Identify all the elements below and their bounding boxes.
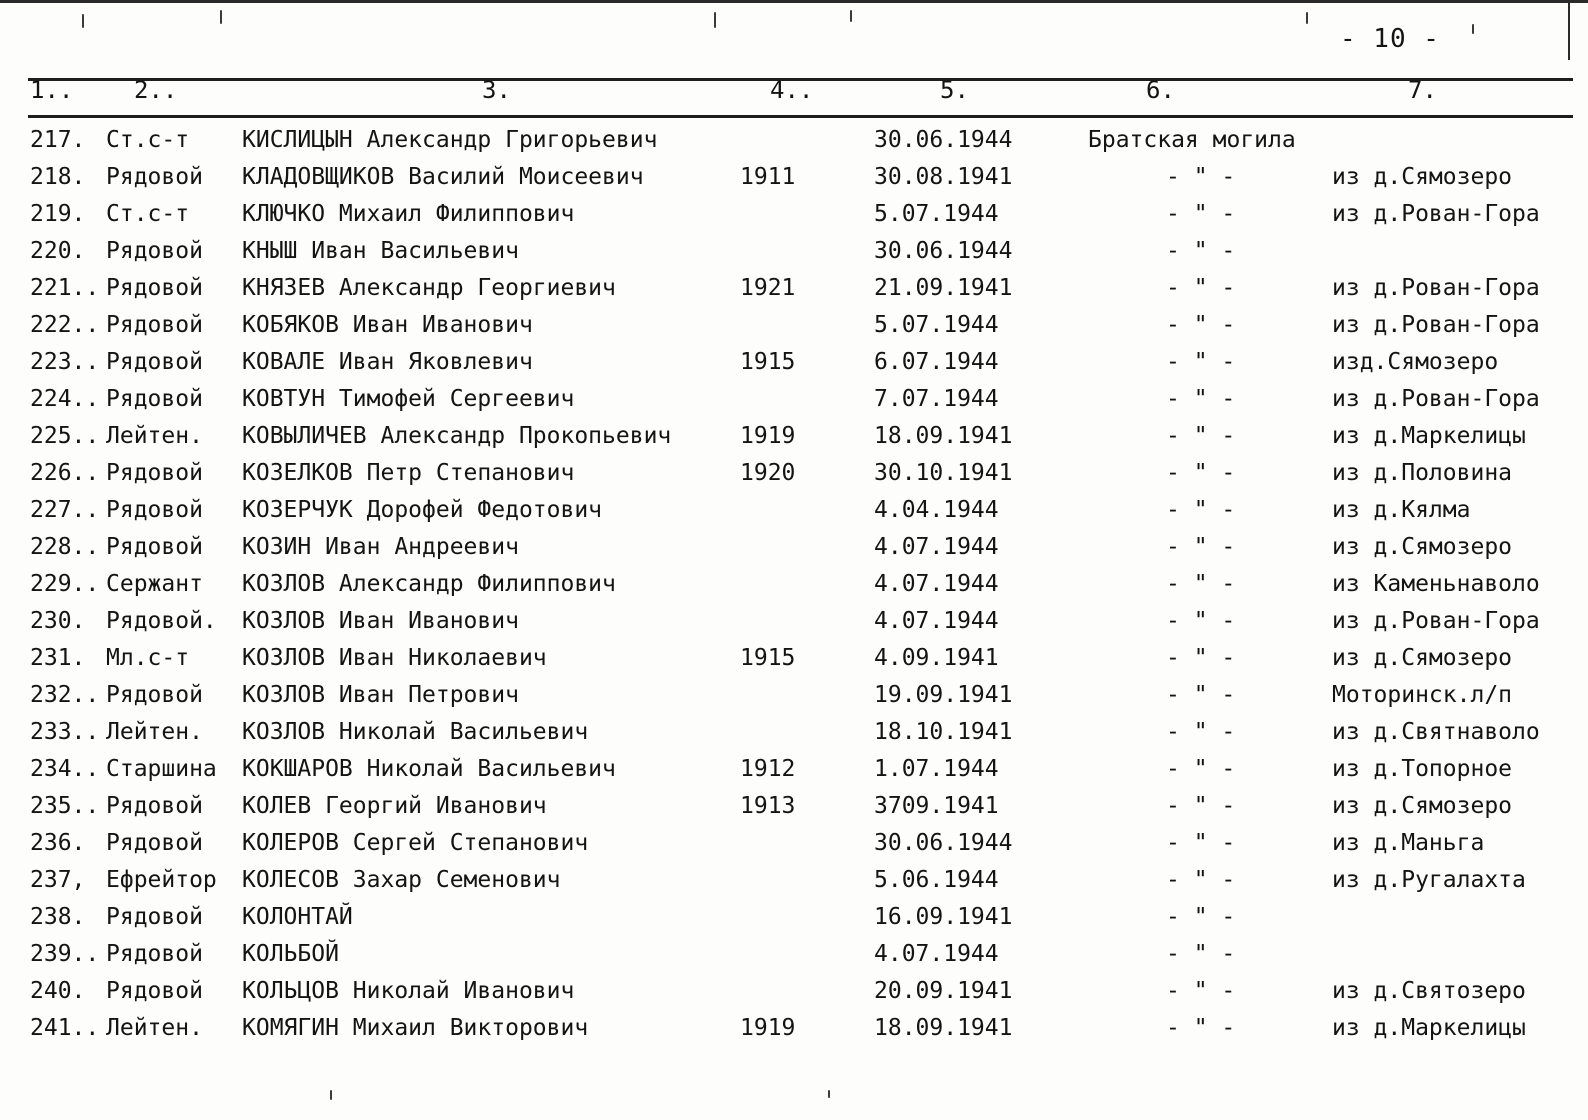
burial-place: - " - <box>1166 164 1236 190</box>
military-rank: Рядовой <box>106 534 203 560</box>
military-rank: Рядовой <box>106 238 203 264</box>
death-date: 18.09.1941 <box>874 423 1013 449</box>
death-date: 21.09.1941 <box>874 275 1013 301</box>
death-date: 5.07.1944 <box>874 312 999 338</box>
record-number: 241.. <box>30 1015 100 1041</box>
burial-place: - " - <box>1166 719 1236 745</box>
burial-place: - " - <box>1166 867 1236 893</box>
burial-place: - " - <box>1166 497 1236 523</box>
table-row <box>0 270 1588 306</box>
record-number: 230. <box>30 608 86 634</box>
birth-year: 1912 <box>740 756 796 782</box>
military-rank: Рядовой <box>106 312 203 338</box>
full-name: КОЛЬЦОВ Николай Иванович <box>242 978 575 1004</box>
birth-year: 1915 <box>740 645 796 671</box>
military-rank: Рядовой <box>106 275 203 301</box>
military-rank: Рядовой <box>106 830 203 856</box>
record-number: 240. <box>30 978 86 1004</box>
page-right-edge <box>1568 0 1570 60</box>
full-name: КНЫШ Иван Васильевич <box>242 238 519 264</box>
death-date: 6.07.1944 <box>874 349 999 375</box>
scan-speck <box>714 12 716 28</box>
death-date: 7.07.1944 <box>874 386 999 412</box>
death-date: 30.08.1941 <box>874 164 1013 190</box>
burial-place: - " - <box>1166 201 1236 227</box>
record-number: 226.. <box>30 460 100 486</box>
military-rank: Лейтен. <box>106 1015 203 1041</box>
death-date: 4.07.1944 <box>874 608 999 634</box>
record-number: 224.. <box>30 386 100 412</box>
burial-place: - " - <box>1166 423 1236 449</box>
military-rank: Рядовой <box>106 978 203 1004</box>
military-rank: Рядовой <box>106 682 203 708</box>
table-row <box>0 788 1588 824</box>
full-name: КОЛОНТАЙ <box>242 904 353 930</box>
death-date: 19.09.1941 <box>874 682 1013 708</box>
birth-year: 1919 <box>740 1015 796 1041</box>
record-number: 227.. <box>30 497 100 523</box>
scan-speck <box>330 1090 332 1100</box>
full-name: КОВЫЛИЧЕВ Александр Прокопьевич <box>242 423 672 449</box>
full-name: КОЗЛОВ Иван Петрович <box>242 682 519 708</box>
burial-place: - " - <box>1166 534 1236 560</box>
table-row <box>0 677 1588 713</box>
origin-place: из д.Половина <box>1332 460 1513 486</box>
birth-year: 1911 <box>740 164 796 190</box>
burial-place: - " - <box>1166 608 1236 634</box>
burial-place: - " - <box>1166 645 1236 671</box>
full-name: КОЛЕВ Георгий Иванович <box>242 793 547 819</box>
column-header-3: 3. <box>482 76 511 104</box>
column-header-5: 5. <box>940 76 969 104</box>
full-name: КЛАДОВЩИКОВ Василий Моисеевич <box>242 164 644 190</box>
column-header-1: 1.. <box>30 76 74 104</box>
table-row <box>0 307 1588 343</box>
full-name: КОЗЛОВ Николай Васильевич <box>242 719 589 745</box>
military-rank: Рядовой <box>106 904 203 930</box>
origin-place: из д.Маркелицы <box>1332 1015 1526 1041</box>
table-row <box>0 862 1588 898</box>
death-date: 18.09.1941 <box>874 1015 1013 1041</box>
birth-year: 1915 <box>740 349 796 375</box>
origin-place: из д.Ругалахта <box>1332 867 1526 893</box>
full-name: КОЗЕЛКОВ Петр Степанович <box>242 460 575 486</box>
table-row <box>0 381 1588 417</box>
table-row <box>0 492 1588 528</box>
table-row <box>0 566 1588 602</box>
death-date: 1.07.1944 <box>874 756 999 782</box>
table-row <box>0 751 1588 787</box>
record-number: 225.. <box>30 423 100 449</box>
origin-place: из д.Святнаволо <box>1332 719 1540 745</box>
origin-place: из д.Маркелицы <box>1332 423 1526 449</box>
birth-year: 1919 <box>740 423 796 449</box>
military-rank: Рядовой <box>106 941 203 967</box>
origin-place: Моторинск.л/п <box>1332 682 1513 708</box>
birth-year: 1913 <box>740 793 796 819</box>
column-header-row <box>0 76 1588 110</box>
record-number: 237, <box>30 867 86 893</box>
full-name: КОМЯГИН Михаил Викторович <box>242 1015 589 1041</box>
scan-speck <box>220 10 222 24</box>
burial-place: - " - <box>1166 386 1236 412</box>
full-name: КОЛЕРОВ Сергей Степанович <box>242 830 589 856</box>
column-header-2: 2.. <box>134 76 178 104</box>
origin-place: изд.Сямозеро <box>1332 349 1499 375</box>
record-number: 220. <box>30 238 86 264</box>
full-name: КОБЯКОВ Иван Иванович <box>242 312 533 338</box>
table-row <box>0 1010 1588 1046</box>
scan-speck <box>850 10 852 22</box>
burial-place: - " - <box>1166 1015 1236 1041</box>
record-number: 234.. <box>30 756 100 782</box>
death-date: 30.06.1944 <box>874 127 1013 153</box>
burial-place: - " - <box>1166 460 1236 486</box>
full-name: КОКШАРОВ Николай Васильевич <box>242 756 616 782</box>
record-number: 218. <box>30 164 86 190</box>
burial-place: Братская могила <box>1088 127 1296 153</box>
full-name: КОЛЬБОЙ <box>242 941 339 967</box>
burial-place: - " - <box>1166 682 1236 708</box>
origin-place: из д.Маньга <box>1332 830 1485 856</box>
column-header-4: 4.. <box>770 76 814 104</box>
origin-place: из д.Рован-Гора <box>1332 312 1540 338</box>
scan-speck <box>1472 24 1474 34</box>
military-rank: Рядовой <box>106 793 203 819</box>
table-row <box>0 159 1588 195</box>
record-number: 232.. <box>30 682 100 708</box>
origin-place: из д.Топорное <box>1332 756 1513 782</box>
military-rank: Сержант <box>106 571 203 597</box>
record-number: 239.. <box>30 941 100 967</box>
full-name: КОЛЕСОВ Захар Семенович <box>242 867 561 893</box>
origin-place: из д.Сямозеро <box>1332 164 1513 190</box>
birth-year: 1920 <box>740 460 796 486</box>
military-rank: Рядовой <box>106 164 203 190</box>
table-row <box>0 603 1588 639</box>
death-date: 30.06.1944 <box>874 238 1013 264</box>
death-date: 5.06.1944 <box>874 867 999 893</box>
death-date: 4.07.1944 <box>874 941 999 967</box>
record-number: 233.. <box>30 719 100 745</box>
table-row <box>0 344 1588 380</box>
origin-place: из д.Сямозеро <box>1332 645 1513 671</box>
death-date: 4.07.1944 <box>874 571 999 597</box>
military-rank: Лейтен. <box>106 719 203 745</box>
military-rank: Рядовой <box>106 386 203 412</box>
military-rank: Ст.с-т <box>106 127 190 153</box>
table-row <box>0 196 1588 232</box>
header-bottom-rule <box>28 115 1573 118</box>
military-rank: Рядовой <box>106 349 203 375</box>
burial-place: - " - <box>1166 793 1236 819</box>
death-date: 30.06.1944 <box>874 830 1013 856</box>
column-header-6: 6. <box>1146 76 1175 104</box>
burial-place: - " - <box>1166 571 1236 597</box>
military-rank: Старшина <box>106 756 217 782</box>
record-number: 219. <box>30 201 86 227</box>
death-date: 3709.1941 <box>874 793 999 819</box>
origin-place: из д.Рован-Гора <box>1332 275 1540 301</box>
scan-speck <box>1306 12 1308 24</box>
table-row <box>0 825 1588 861</box>
record-number: 235.. <box>30 793 100 819</box>
death-date: 4.07.1944 <box>874 534 999 560</box>
full-name: КОЗЛОВ Иван Николаевич <box>242 645 547 671</box>
table-row <box>0 122 1588 158</box>
military-rank: Рядовой. <box>106 608 217 634</box>
column-header-7: 7. <box>1408 76 1437 104</box>
origin-place: из д.Рован-Гора <box>1332 201 1540 227</box>
table-row <box>0 640 1588 676</box>
record-number: 231. <box>30 645 86 671</box>
military-rank: Рядовой <box>106 460 203 486</box>
burial-place: - " - <box>1166 238 1236 264</box>
full-name: КОВАЛЕ Иван Яковлевич <box>242 349 533 375</box>
burial-place: - " - <box>1166 275 1236 301</box>
page-number: - 10 - <box>1340 24 1440 54</box>
record-number: 223.. <box>30 349 100 375</box>
full-name: КОЗЛОВ Александр Филиппович <box>242 571 616 597</box>
death-date: 30.10.1941 <box>874 460 1013 486</box>
table-row <box>0 233 1588 269</box>
page-top-edge <box>0 0 1588 3</box>
record-number: 228.. <box>30 534 100 560</box>
burial-place: - " - <box>1166 941 1236 967</box>
death-date: 4.04.1944 <box>874 497 999 523</box>
table-row <box>0 899 1588 935</box>
full-name: КНЯЗЕВ Александр Георгиевич <box>242 275 616 301</box>
military-rank: Ст.с-т <box>106 201 190 227</box>
table-row <box>0 936 1588 972</box>
military-rank: Лейтен. <box>106 423 203 449</box>
table-row <box>0 418 1588 454</box>
burial-place: - " - <box>1166 978 1236 1004</box>
death-date: 20.09.1941 <box>874 978 1013 1004</box>
table-row <box>0 973 1588 1009</box>
full-name: КИСЛИЦЫН Александр Григорьевич <box>242 127 658 153</box>
burial-place: - " - <box>1166 904 1236 930</box>
origin-place: из д.Сямозеро <box>1332 793 1513 819</box>
military-rank: Рядовой <box>106 497 203 523</box>
origin-place: из д.Рован-Гора <box>1332 608 1540 634</box>
death-date: 18.10.1941 <box>874 719 1013 745</box>
record-number: 217. <box>30 127 86 153</box>
table-row <box>0 529 1588 565</box>
death-date: 5.07.1944 <box>874 201 999 227</box>
full-name: КЛЮЧКО Михаил Филиппович <box>242 201 575 227</box>
origin-place: из д.Святозеро <box>1332 978 1526 1004</box>
full-name: КОЗЕРЧУК Дорофей Федотович <box>242 497 603 523</box>
burial-place: - " - <box>1166 756 1236 782</box>
record-number: 222.. <box>30 312 100 338</box>
birth-year: 1921 <box>740 275 796 301</box>
burial-place: - " - <box>1166 349 1236 375</box>
scan-speck <box>828 1090 830 1098</box>
record-number: 229.. <box>30 571 100 597</box>
military-rank: Мл.с-т <box>106 645 190 671</box>
full-name: КОЗЛОВ Иван Иванович <box>242 608 519 634</box>
record-number: 221.. <box>30 275 100 301</box>
record-number: 236. <box>30 830 86 856</box>
origin-place: из д.Кялма <box>1332 497 1471 523</box>
origin-place: из д.Рован-Гора <box>1332 386 1540 412</box>
death-date: 16.09.1941 <box>874 904 1013 930</box>
full-name: КОЗИН Иван Андреевич <box>242 534 519 560</box>
military-rank: Ефрейтор <box>106 867 217 893</box>
table-row <box>0 714 1588 750</box>
origin-place: из Каменьнаволо <box>1332 571 1540 597</box>
death-date: 4.09.1941 <box>874 645 999 671</box>
scan-speck <box>82 14 84 28</box>
burial-place: - " - <box>1166 830 1236 856</box>
table-row <box>0 455 1588 491</box>
record-number: 238. <box>30 904 86 930</box>
origin-place: из д.Сямозеро <box>1332 534 1513 560</box>
burial-place: - " - <box>1166 312 1236 338</box>
full-name: КОВТУН Тимофей Сергеевич <box>242 386 575 412</box>
